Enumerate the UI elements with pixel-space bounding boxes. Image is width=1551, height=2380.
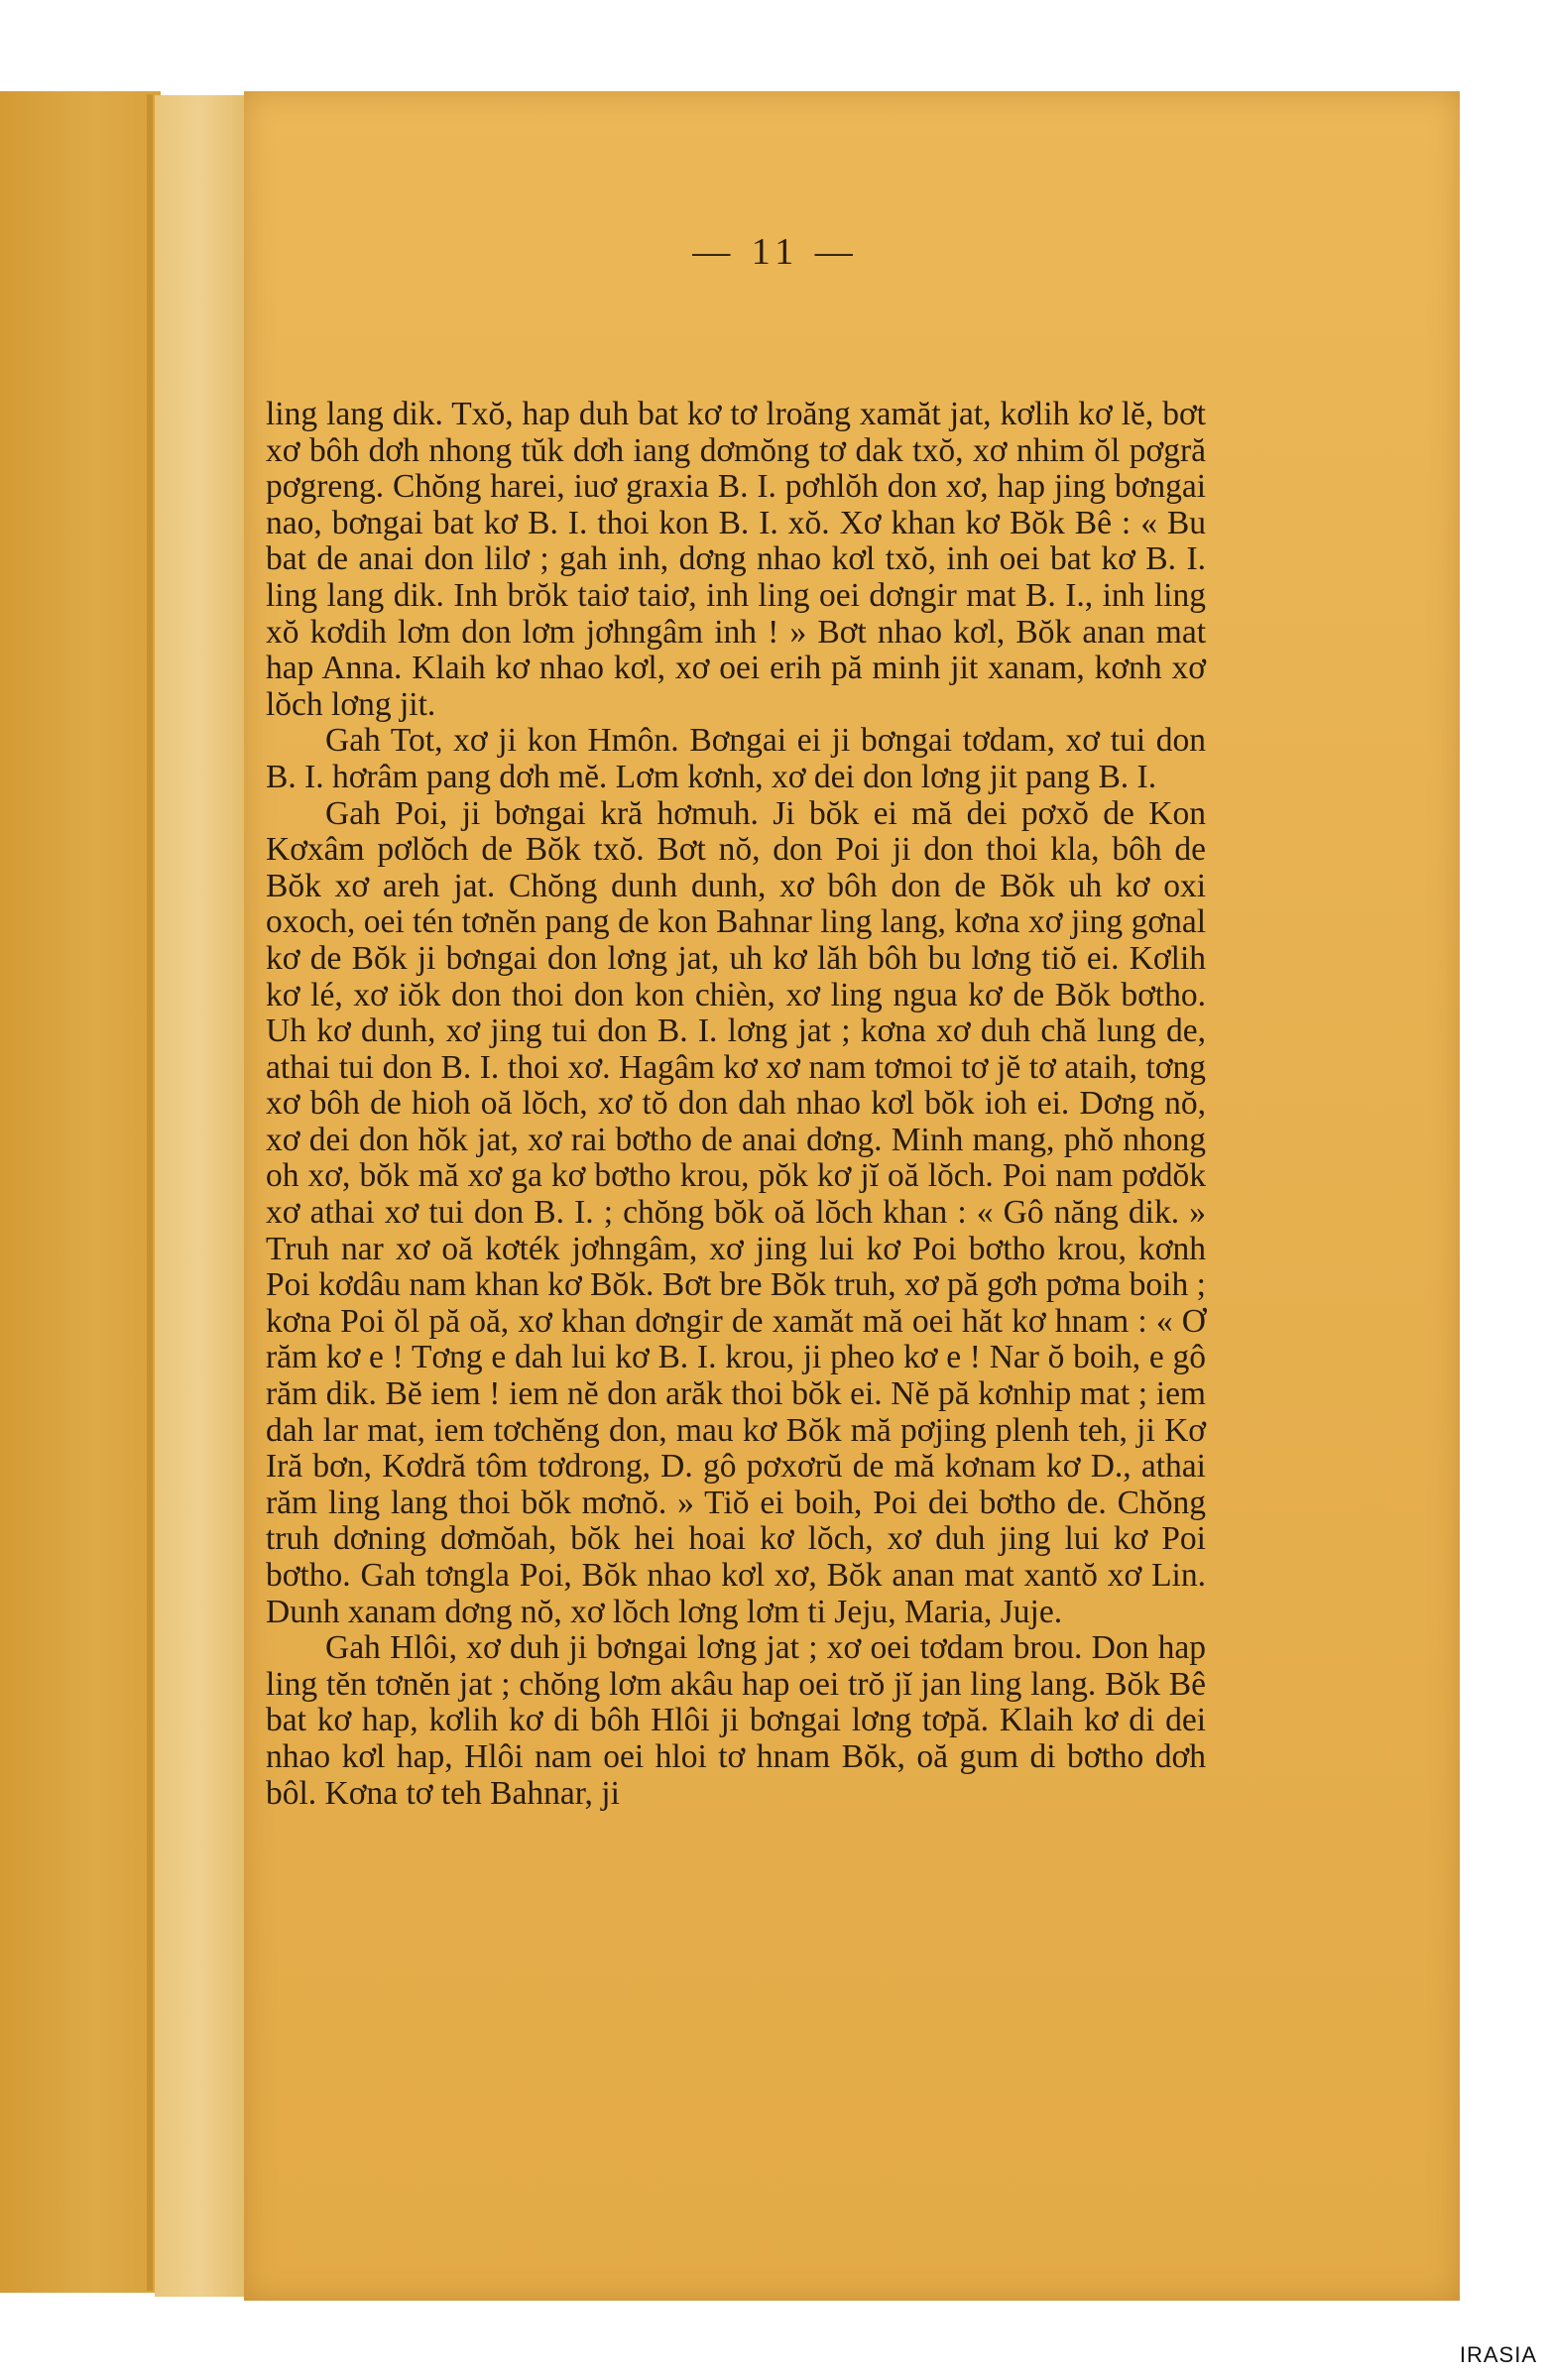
cover-flap [0, 91, 161, 2293]
cover-flap-edge [147, 94, 153, 2291]
paragraph: Gah Poi, ji bơngai kră hơmuh. Ji bŏk ei mă dei pơxŏ de Kon Kơxâm pơlŏch de Bŏk txŏ. Bơt nŏ, don Poi ji don thoi kla, bôh de Bŏk xơ areh jat. Chŏng dunh dunh, xơ bôh don de Bŏk uh kơ oxi oxoch, oei tén tơnĕn pang de kon Bahnar ling lang, kơna xơ jing gơnal kơ de Bŏk ji bơngai don lơng jat, uh kơ lăh bôh bu lơng tiŏ ei. Kơlih kơ lé, xơ iŏk don thoi don kon chièn, xơ ling ngua kơ de Bŏk bơtho. Uh kơ dunh, xơ jing tui don B. I. lơng jat ; kơna xơ duh chă lung de, athai tui don B. I. thoi xơ. Hagâm kơ xơ nam tơmoi tơ jĕ tơ ataih, tơng xơ bôh de hioh oă lŏch, xơ tŏ don dah nhao kơl bŏk ioh ei. Dơng nŏ, xơ dei don hŏk jat, xơ rai bơtho de anai dơng. Minh mang, phŏ nhong oh xơ, bŏk mă xơ ga kơ bơtho krou, pŏk kơ jĭ oă lŏch. Poi nam pơdŏk xơ athai xơ tui don B. I. ; chŏng bŏk oă lŏch khan : « Gô năng dik. » Truh nar xơ oă kơték jơhngâm, xơ jing lui kơ Poi bơtho krou, kơnh Poi kơdâu nam khan kơ Bŏk. Bơt bre Bŏk truh, xơ pă gơh pơma boih ; kơna Poi ŏl pă oă, xơ khan dơngir de xamăt mă oei hăt kơ hnam : « Ơ răm kơ e ! Tơng e dah lui kơ B. I. krou, ji pheo kơ e ! Nar ŏ boih, e gô răm dik. Bĕ iem ! iem nĕ don arăk thoi bŏk ei. Nĕ pă kơnhip mat ; iem dah lar mat, iem tơchĕng don, mau kơ Bŏk mă pơjing plenh teh, ji Kơ Iră bơn, Kơdră tôm tơdrong, D. gô pơxơrŭ de mă kơnam kơ D., athai răm ling lang thoi bŏk mơnŏ. » Tiŏ ei boih, Poi dei bơtho de. Chŏng truh dơning dơmŏah, bŏk hei hoai kơ lŏch, xơ duh jing lui kơ Poi bơtho. Gah tơngla Poi, Bŏk nhao kơl xơ, Bŏk anan mat xantŏ xơ Lin. Dunh xanam dơng nŏ, xơ lŏch lơng lơm ti Jeju, Maria, Juje. [266, 794, 1206, 1630]
paragraph: ling lang dik. Txŏ, hap duh bat kơ tơ lroăng xamăt jat, kơlih kơ lĕ, bơt xơ bôh dơh nhong tŭk dơh iang dơmŏng tơ dak txŏ, xơ nhim ŏl pơgră pơgreng. Chŏng harei, iuơ graxia B. I. pơhlŏh don xơ, hap jing bơngai nao, bơngai bat kơ B. I. thoi kon B. I. xŏ. Xơ khan kơ Bŏk Bê : « Bu bat de anai don lilơ ; gah inh, dơng nhao kơl txŏ, inh oei bat kơ B. I. ling lang dik. Inh brŏk taiơ taiơ, inh ling oei dơngir mat B. I., inh ling xŏ kơdih lơm don lơm jơhngâm inh ! » Bơt nhao kơl, Bŏk anan mat hap Anna. Klaih kơ nhao kơl, xơ oei erih pă minh jit xanam, kơnh xơ lŏch lơng jit. [266, 396, 1206, 723]
paragraph: Gah Hlôi, xơ duh ji bơngai lơng jat ; xơ oei tơdam brou. Don hap ling tĕn tơnĕn jat ; chŏng lơm akâu hap oei trŏ jĭ jan ling lang. Bŏk Bê bat kơ hap, kơlih kơ di bôh Hlôi ji bơngai lơng tơpă. Klaih kơ di dei nhao kơl hap, Hlôi nam oei hloi tơ hnam Bŏk, oă gum di bơtho dơh bôl. Kơna tơ teh Bahnar, ji [266, 1629, 1206, 1812]
source-watermark: IRASIA [1459, 2342, 1537, 2367]
page-text [266, 397, 1206, 1812]
page-number: — 11 — [692, 231, 859, 273]
binding-strip [155, 95, 248, 2297]
paragraph: Gah Tot, xơ ji kon Hmôn. Bơngai ei ji bơngai tơdam, xơ tui don B. I. hơrâm pang dơh mĕ. Lơm kơnh, xơ dei don lơng jit pang B. I. [266, 722, 1206, 795]
